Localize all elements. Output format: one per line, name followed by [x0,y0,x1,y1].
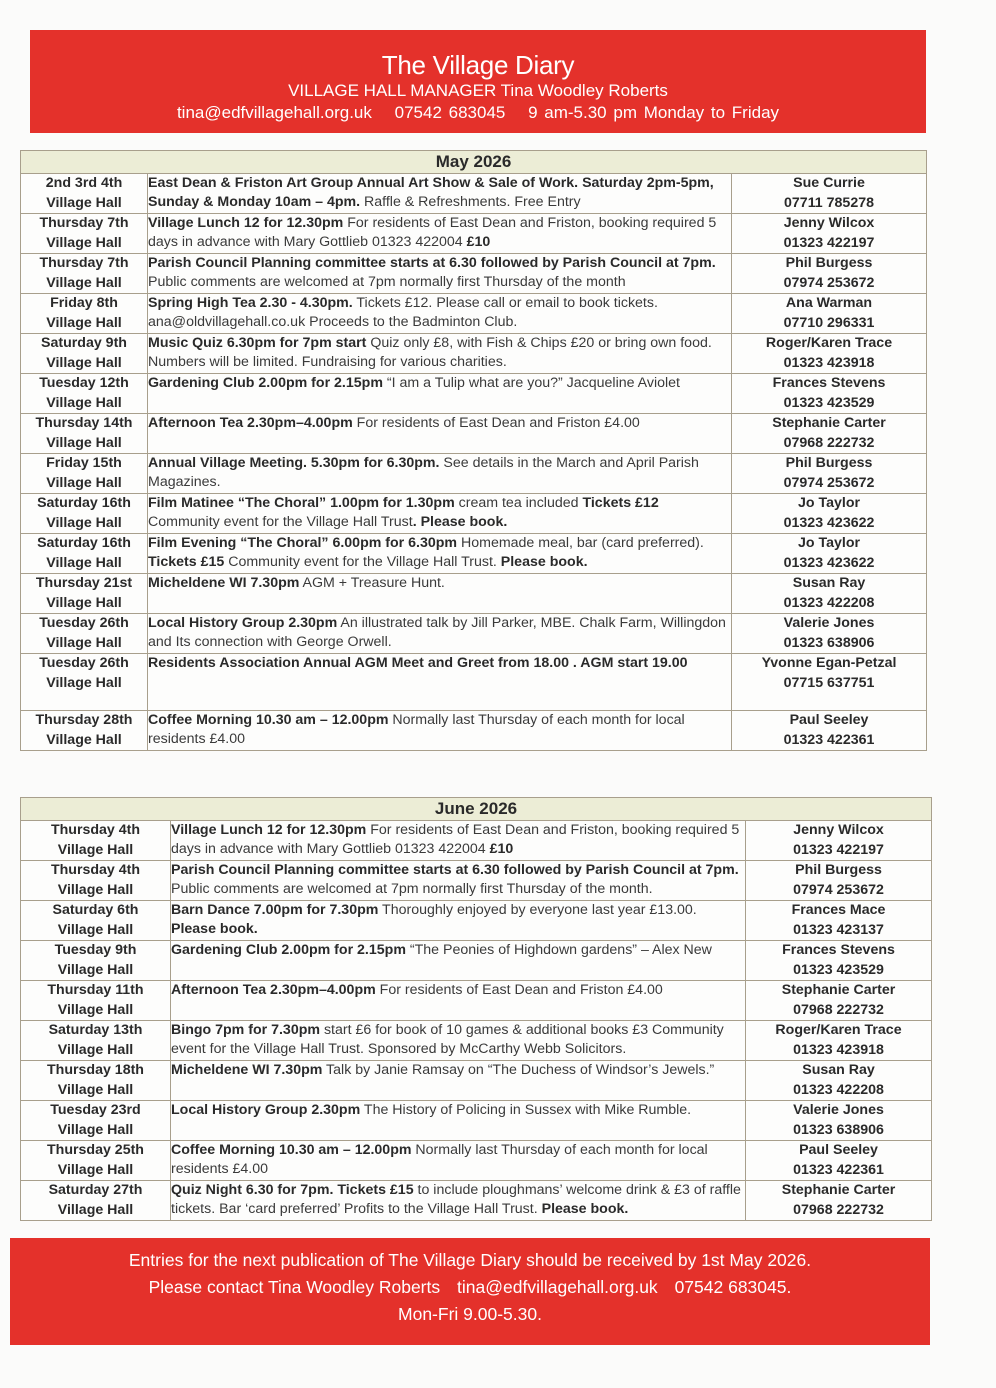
contact-phone: 01323 422208 [783,594,875,611]
event-contact-cell [732,214,927,254]
contact-name: Paul Seeley [789,712,869,728]
event-description-text: Tickets £12. Please call or email to book tickets. ana@oldvillagehall.co.uk Proceeds to the Badminton Club. [148,295,658,330]
event-row [21,1021,932,1061]
event-row [21,294,927,334]
event-description [171,1181,746,1221]
footer-contact-name: Please contact Tina Woodley Roberts [148,1277,441,1297]
contact-phone: 07974 253672 [783,474,875,491]
contact-name: Stephanie Carter [781,1182,896,1198]
event-date-cell [21,254,148,294]
event-description-bold: Spring High Tea 2.30 - 4.30pm. [148,295,353,311]
event-description-bold: Please book. [171,921,258,937]
contact-name: Roger/Karen Trace [765,335,893,351]
event-date-cell [21,614,148,654]
event-contact-cell [732,414,927,454]
event-description-bold: Local History Group 2.30pm [148,615,338,631]
event-contact-cell [746,1061,932,1101]
event-row [21,1181,932,1221]
event-date: Thursday 7th [39,215,129,231]
event-description-bold: Film Evening “The Choral” 6.00pm for 6.30pm [148,535,458,551]
contact-phone: 01323 422361 [783,731,875,748]
contact-phone: 07710 296331 [783,314,875,331]
event-date: 2nd 3rd 4th [45,175,123,191]
event-date: Thursday 18th [47,1062,144,1078]
contact-phone: 07974 253672 [783,274,875,291]
event-row [21,414,927,454]
event-venue: Village Hall [46,354,122,371]
event-row [21,494,927,534]
contact-phone: 01323 422197 [783,234,875,251]
event-description-text: “The Peonies of Highdown gardens” – Alex New [405,942,712,958]
footer-hours: Mon-Fri 9.00-5.30. [398,1304,542,1324]
event-date-cell [21,654,148,711]
event-description [148,711,732,751]
contact-name: Stephanie Carter [781,982,896,998]
event-description-bold: Micheldene WI 7.30pm [148,575,300,591]
event-contact-cell [746,1141,932,1181]
event-description-bold: Coffee Morning 10.30 am – 12.00pm [148,712,389,728]
event-venue: Village Hall [57,881,134,898]
event-contact-cell [732,494,927,534]
event-date-cell [21,494,148,534]
event-contact-cell [732,454,927,494]
contact-phone: 07968 222732 [793,1001,884,1018]
manager-line: VILLAGE HALL MANAGER Tina Woodley Roberts [288,81,668,100]
event-contact-cell [732,711,927,751]
contact-name: Yvonne Egan-Petzal [761,655,897,671]
event-description [148,454,732,494]
event-venue: Village Hall [46,434,122,451]
event-date-cell [21,334,148,374]
event-contact-cell [732,254,927,294]
event-description-bold: Local History Group 2.30pm [171,1102,361,1118]
event-venue: Village Hall [57,1001,134,1018]
event-description-bold: Tickets £12 [582,495,659,511]
event-row [21,711,927,751]
event-date: Thursday 14th [35,415,133,431]
event-date-cell [21,1061,171,1101]
event-description [171,1101,746,1141]
event-row [21,981,932,1021]
event-contact-cell [746,1101,932,1141]
contact-phone: 07974 253672 [793,881,884,898]
event-row [21,214,927,254]
event-contact-cell [746,901,932,941]
event-description-text: For residents of East Dean and Friston £4.00 [375,982,663,998]
contact-phone: 07715 637751 [783,674,875,691]
event-date: Saturday 16th [37,495,131,511]
contact-phone: 01323 422208 [793,1081,884,1098]
contact-phone: 01323 423622 [783,554,875,571]
event-date: Saturday 27th [48,1182,143,1198]
event-description [171,821,746,861]
event-description-text: Thoroughly enjoyed by everyone last year £13.00. [378,902,697,918]
event-description-bold: £10 [489,841,514,857]
event-description-text: Public comments are welcomed at 7pm normally first Thursday of the month. [171,881,653,897]
event-date: Thursday 21st [35,575,133,591]
event-row [21,574,927,614]
event-venue: Village Hall [46,634,122,651]
contact-name: Paul Seeley [799,1142,878,1158]
event-row [21,821,932,861]
event-description-text: Raffle & Refreshments. Free Entry [360,194,581,210]
event-venue: Village Hall [46,394,122,411]
event-contact-cell [732,374,927,414]
event-row [21,861,932,901]
event-venue: Village Hall [57,1081,134,1098]
event-description [148,414,732,454]
contact-name: Stephanie Carter [772,415,886,431]
event-description-text: to include ploughmans’ welcome drink & £3 of raffle tickets. Bar ‘card preferred’ Profits to the Village Hall Trust. [171,1182,741,1217]
event-row [21,174,927,214]
event-description-bold: Barn Dance 7.00pm for 7.30pm [171,902,379,918]
event-description-text: “I am a Tulip what are you?” Jacqueline Aviolet [382,375,680,391]
event-description-bold: . Please book. [412,514,508,530]
event-contact-cell [732,614,927,654]
contact-phone: 01323 638906 [793,1121,884,1138]
event-date-cell [21,414,148,454]
event-description [171,941,746,981]
event-description [148,174,732,214]
footer-banner [10,1238,930,1345]
event-venue: Village Hall [57,921,134,938]
event-date: Thursday 11th [47,982,144,998]
event-venue: Village Hall [57,961,134,978]
header-contact-line [30,101,926,124]
event-date-cell [21,534,148,574]
contact-phone: 07711 785278 [784,194,874,211]
event-date: Tuesday 26th [39,655,129,671]
event-description-bold: Bingo 7pm for 7.30pm [171,1022,320,1038]
event-description-text: Normally last Thursday of each month for local residents £4.00 [171,1142,708,1177]
event-row [21,254,927,294]
event-venue: Village Hall [46,594,122,611]
contact-name: Ana Warman [785,295,873,311]
event-description-bold: East Dean & Friston Art Group Annual Art Show & Sale of Work. Saturday 2pm-5pm, Sunday & Monday 10am – 4pm. [148,175,714,210]
event-venue: Village Hall [46,314,122,331]
contact-name: Phil Burgess [795,862,882,878]
event-description [171,861,746,901]
event-date-cell [21,941,171,981]
diary-title: The Village Diary [381,50,575,80]
contact-phone: 01323 422197 [793,841,884,858]
contact-name: Susan Ray [792,575,866,591]
contact-name: Valerie Jones [783,615,875,631]
event-description-text: Normally last Thursday of each month for local residents £4.00 [148,712,685,747]
event-date-cell [21,1141,171,1181]
footer-contact-line [10,1274,930,1301]
event-description-text: Community event for the Village Hall Trust. [224,554,501,570]
event-contact-cell [732,574,927,614]
contact-name: Phil Burgess [785,455,873,471]
event-description-text: An illustrated talk by Jill Parker, MBE. Chalk Farm, Willingdon and Its connection with George Orwell. [148,615,726,650]
event-description-text: See details in the March and April Parish Magazines. [148,455,699,490]
event-row [21,534,927,574]
contact-phone: 01323 423529 [793,961,884,978]
event-venue: Village Hall [46,234,122,251]
event-row [21,1101,932,1141]
event-row [21,1061,932,1101]
event-date: Thursday 28th [35,712,133,728]
header-phone: 07542 683045 [394,103,506,122]
event-date-cell [21,861,171,901]
month-header: May 2026 [21,151,927,174]
event-description-text: For residents of East Dean and Friston, booking required 5 days in advance with Mary Gottlieb 01323 422004 [148,215,717,250]
event-date-cell [21,174,148,214]
event-description-text: Public comments are welcomed at 7pm normally first Thursday of the month [148,274,626,290]
event-contact-cell [746,1021,932,1061]
contact-phone: 01323 638906 [783,634,875,651]
event-row [21,614,927,654]
event-date-cell [21,574,148,614]
event-date: Saturday 16th [37,535,131,551]
event-date: Tuesday 9th [54,942,137,958]
contact-phone: 01323 423918 [783,354,875,371]
event-description-bold: Film Matinee “The Choral” 1.00pm for 1.30pm [148,495,455,511]
event-venue: Village Hall [46,514,122,531]
june-events-table [20,797,932,1221]
event-date: Saturday 9th [41,335,127,351]
contact-name: Roger/Karen Trace [775,1022,902,1038]
header-email: tina@edfvillagehall.org.uk [176,103,372,122]
header-hours: 9 am-5.30 pm Monday to Friday [528,103,780,122]
event-description-bold: Parish Council Planning committee starts at 6.30 followed by Parish Council at 7pm. [148,255,716,271]
event-description-bold: Village Lunch 12 for 12.30pm [171,822,367,838]
event-description-text: cream tea included [454,495,583,511]
event-description [171,1021,746,1061]
event-description [148,494,732,534]
event-date: Thursday 4th [50,822,141,838]
event-description [148,574,732,614]
event-contact-cell [732,534,927,574]
event-description-bold: Gardening Club 2.00pm for 2.15pm [148,375,383,391]
event-row [21,1141,932,1181]
event-description-bold: Afternoon Tea 2.30pm–4.00pm [148,415,353,431]
event-date: Thursday 4th [50,862,141,878]
event-contact-cell [732,654,927,711]
event-venue: Village Hall [57,1121,134,1138]
event-date: Tuesday 26th [39,615,129,631]
contact-name: Jenny Wilcox [793,822,884,838]
event-description-bold: Coffee Morning 10.30 am – 12.00pm [171,1142,412,1158]
event-date-cell [21,294,148,334]
event-row [21,334,927,374]
event-venue: Village Hall [46,194,122,211]
event-description-text: For residents of East Dean and Friston, booking required 5 days in advance with Mary Gottlieb 01323 422004 [171,822,740,857]
event-contact-cell [746,861,932,901]
contact-name: Frances Mace [791,902,886,918]
event-venue: Village Hall [46,274,122,291]
event-description-bold: Micheldene WI 7.30pm [171,1062,323,1078]
contact-name: Frances Stevens [782,942,895,958]
event-row [21,941,932,981]
contact-name: Susan Ray [802,1062,875,1078]
event-date: Saturday 13th [48,1022,143,1038]
event-contact-cell [732,174,927,214]
event-description-bold: Annual Village Meeting. 5.30pm for 6.30pm. [148,455,440,471]
event-date-cell [21,901,171,941]
event-contact-cell [746,941,932,981]
contact-phone: 01323 423137 [793,921,884,938]
contact-name: Jenny Wilcox [783,215,875,231]
event-description-text: AGM + Treasure Hunt. [299,575,445,591]
event-date-cell [21,1101,171,1141]
event-contact-cell [732,334,927,374]
event-row [21,374,927,414]
event-date-cell [21,1021,171,1061]
event-date-cell [21,981,171,1021]
event-description [171,1141,746,1181]
event-venue: Village Hall [46,474,122,491]
event-venue: Village Hall [46,554,122,571]
event-description-bold: Please book. [541,1201,629,1217]
event-description [171,901,746,941]
event-description [171,1061,746,1101]
event-date: Friday 15th [46,455,122,471]
event-date: Tuesday 23rd [50,1102,141,1118]
event-description-text: For residents of East Dean and Friston £4.00 [352,415,640,431]
event-row [21,901,932,941]
contact-phone: 01323 423622 [783,514,875,531]
event-venue: Village Hall [57,1041,134,1058]
event-description-text: Community event for the Village Hall Trust [148,514,413,530]
event-description-bold: Music Quiz 6.30pm for 7pm start [148,335,367,351]
event-description [148,654,732,711]
event-description [148,334,732,374]
event-description-bold: Tickets £15 [148,554,225,570]
event-contact-cell [746,821,932,861]
may-events-table [20,150,927,751]
event-description-bold: Parish Council Planning committee starts at 6.30 followed by Parish Council at 7pm. [171,862,739,878]
event-description-bold: Quiz Night 6.30 for 7pm. Tickets £15 [171,1182,414,1198]
event-row [21,454,927,494]
contact-name: Valerie Jones [793,1102,884,1118]
event-description-bold: Please book. [500,554,588,570]
event-contact-cell [746,1181,932,1221]
event-date: Friday 8th [50,295,118,311]
contact-phone: 07968 222732 [783,434,875,451]
event-description-bold: Village Lunch 12 for 12.30pm [148,215,344,231]
event-date: Thursday 25th [47,1142,144,1158]
event-date-cell [21,454,148,494]
event-venue: Village Hall [46,731,122,748]
event-date: Saturday 6th [52,902,139,918]
event-date: Thursday 7th [39,255,129,271]
event-description-text: Quiz only £8, with Fish & Chips £20 or bring own food. Numbers will be limited. Fundraising for various charities. [148,335,712,370]
event-date-cell [21,821,171,861]
event-description-bold: Residents Association Annual AGM Meet and Greet from 18.00 . AGM start 19.00 [148,655,688,671]
event-description-text: Homemade meal, bar (card preferred). [457,535,704,551]
contact-name: Jo Taylor [798,535,861,551]
event-date: Tuesday 12th [39,375,129,391]
contact-name: Sue Currie [793,175,865,191]
event-description [148,614,732,654]
event-date-cell [21,374,148,414]
header-banner [30,30,926,133]
event-contact-cell [746,981,932,1021]
event-date-cell [21,214,148,254]
event-description [171,981,746,1021]
event-description [148,214,732,254]
event-row [21,654,927,711]
event-venue: Village Hall [57,841,134,858]
footer-email: tina@edfvillagehall.org.uk [457,1277,658,1297]
event-description [148,254,732,294]
event-description-bold: Afternoon Tea 2.30pm–4.00pm [171,982,376,998]
event-description [148,374,732,414]
contact-phone: 01323 422361 [793,1161,884,1178]
event-description-text: The History of Policing in Sussex with Mike Rumble. [360,1102,692,1118]
event-venue: Village Hall [57,1161,134,1178]
contact-phone: 07968 222732 [793,1201,884,1218]
event-description-text: start £6 for book of 10 games & additional books £3 Community event for the Village Hall Trust. Sponsored by McCarthy Webb Solicitors. [171,1022,724,1057]
event-description [148,294,732,334]
event-description-bold: Gardening Club 2.00pm for 2.15pm [171,942,406,958]
contact-name: Frances Stevens [772,375,886,391]
event-description-bold: £10 [466,234,491,250]
event-venue: Village Hall [46,674,122,691]
event-description-text: Talk by Janie Ramsay on “The Duchess of Windsor’s Jewels.” [322,1062,715,1078]
event-venue: Village Hall [57,1201,134,1218]
footer-deadline: Entries for the next publication of The Village Diary should be received by 1st May 2026. [128,1250,812,1270]
event-description [148,534,732,574]
footer-phone: 07542 683045. [674,1277,792,1297]
event-date-cell [21,1181,171,1221]
month-header: June 2026 [21,798,932,821]
contact-name: Jo Taylor [798,495,861,511]
event-contact-cell [732,294,927,334]
contact-name: Phil Burgess [785,255,873,271]
event-date-cell [21,711,148,751]
contact-phone: 01323 423529 [783,394,875,411]
contact-phone: 01323 423918 [793,1041,884,1058]
